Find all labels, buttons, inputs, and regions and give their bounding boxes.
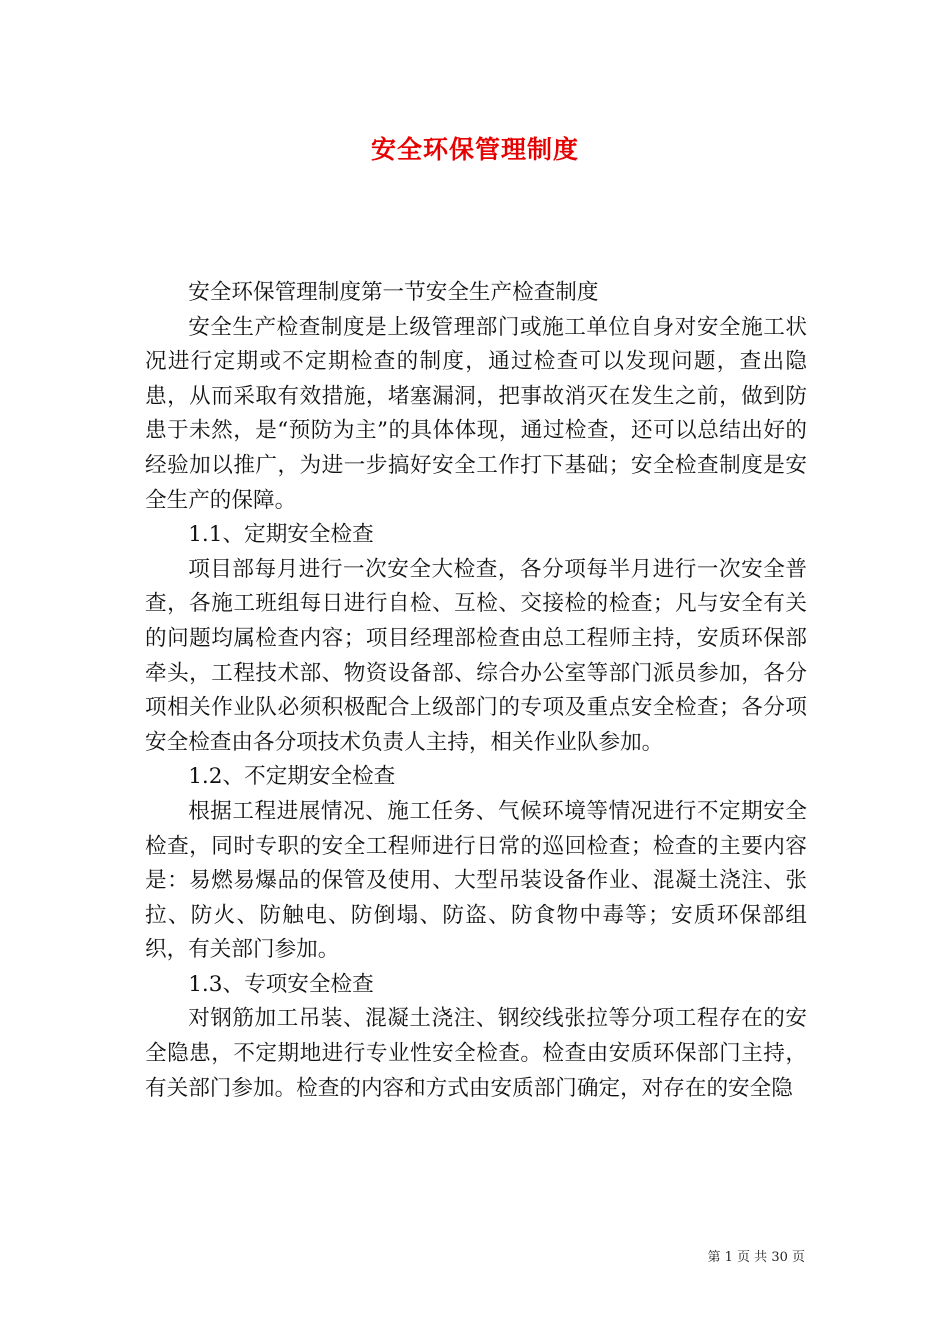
page-number-footer: 第 1 页 共 30 页 [707, 1250, 805, 1265]
document-title: 安全环保管理制度 [370, 135, 579, 164]
subheading-1-1: 1.1、定期安全检查 [188, 522, 374, 548]
subheading-1-2: 1.2、不定期安全检查 [188, 764, 396, 790]
paragraph-section-heading: 安全环保管理制度第一节安全生产检查制度 [188, 280, 599, 305]
paragraph-intro: 安全生产检查制度是上级管理部门或施工单位自身对安全施工状况进行定期或不定期检查的制度，通过检查可以发现问题，查出隐患，从而采取有效措施，堵塞漏洞，把事故消灭在发生之前，做到防患于未然，是“预防为主”的具体体现，通过检查，还可以总结出好的经验加以推广，为进一步搞好安全工作打下基础；安全检查制度是安全生产的保障。 [145, 314, 807, 513]
paragraph-special-inspection: 对钢筋加工吊装、混凝土浇注、钢绞线张拉等分项工程存在的安全隐患，不定期地进行专业性安全检查。检查由安质环保部门主持，有关部门参加。检查的内容和方式由安质部门确定，对存在的安全隐 [145, 1006, 807, 1101]
document-body [145, 276, 807, 1106]
paragraph-irregular-inspection: 根据工程进展情况、施工任务、气候环境等情况进行不定期安全检查，同时专职的安全工程师进行日常的巡回检查；检查的主要内容是：易燃易爆品的保管及使用、大型吊装设备作业、混凝土浇注、张拉、防火、防触电、防倒塌、防盗、防食物中毒等；安质环保部组织，有关部门参加。 [145, 798, 807, 963]
subheading-1-3: 1.3、专项安全检查 [188, 971, 374, 997]
paragraph-regular-inspection: 项目部每月进行一次安全大检查，各分项每半月进行一次安全普查，各施工班组每日进行自检、互检、交接检的检查；凡与安全有关的问题均属检查内容；项目经理部检查由总工程师主持，安质环保部牵头，工程技术部、物资设备部、综合办公室等部门派员参加，各分项相关作业队必须积极配合上级部门的专项及重点安全检查；各分项安全检查由各分项技术负责人主持，相关作业队参加。 [145, 556, 807, 755]
